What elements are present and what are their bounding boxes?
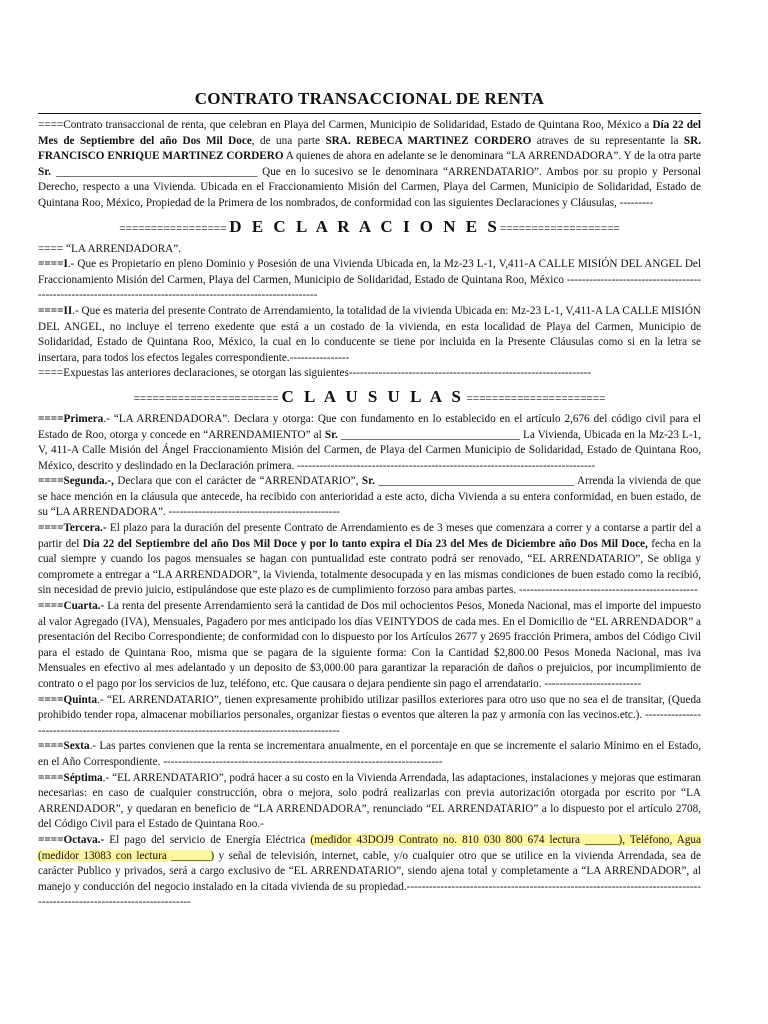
declaraciones-expuestas: ====Expuestas las anteriores declaraciones, se otorgan las siguientes----------------------------------------------------------------- [38, 367, 591, 380]
clausula-tercera-mark: ====Tercera.- [38, 522, 107, 535]
title-rule [38, 113, 701, 114]
clausula-segunda-mark: ====Segunda.-, [38, 475, 114, 488]
intro-text-3: atraves de su representante la [531, 134, 684, 147]
clausulas-heading: C L A U S U L A S [281, 386, 464, 406]
intro-representative: SR. FRANCISCO ENRIQUE MARTINEZ CORDERO [38, 134, 701, 163]
clausula-cuarta [38, 599, 701, 693]
intro-text-2: , de una parte [251, 134, 326, 147]
declaracion-i-text: .- Que es Propietario en pleno Dominio y Posesión de una Vivienda Ubicada en, la Mz-23 L-1, V,411-A CALLE MISIÓN DEL ANGEL Del Fraccionamiento Misión del Carmen, Playa del Carmen, Municipio de Solidaridad, Estado de Quintana Roo, México --------------------------------------------------------------------------------------------------------------- [38, 258, 701, 302]
declaracion-i [38, 257, 701, 304]
declaracion-i-mark: ====I [38, 258, 68, 271]
clausula-octava [38, 833, 701, 911]
clausula-tercera-text-b: fecha en la cual siempre y cuando los pagos mensuales se hagan con puntualidad este contrato podrá ser renovado, “EL ARRENDATARIO”, Se obliga y compromete a entregar a “LA ARRENDADOR”, la Vivienda, totalmente desocupada y en las mismas condiciones de buen estado como la recibió, sin necesidad de previo juicio, estipulándose que este plazo es de cumplimiento forzoso para ambas partes. ------------------------------------------------ [38, 537, 701, 597]
intro-text-4: A quienes de ahora en adelante se le denominara “LA ARRENDADORA”. Y de la otra parte [283, 150, 701, 163]
clausulas-left-rule: ======================= [133, 392, 279, 405]
clausula-cuarta-text: La renta del presente Arrendamiento será la cantidad de Dos mil ochocientos Pesos, Moneda Nacional, mas el importe del impuesto al valor Agregado (IVA), Mensuales, Pagadero por mes anticipado los días VEINTYDOS de cada mes. En el Domicilio de “EL ARRENDADOR” a presentación del Recibo Correspondiente; de conformidad con lo dispuesto por los Artículos 2677 y 2695 fracción Primera, ambos del Código Civil para el estado de Quintana Roo, misma que se pagara de la siguiente forma: Con la Cantidad $2,800.00 Pesos Moneda Nacional, mas iva Mensuales en efectivo al mes adelantado y un deposito de $3,000.00 para garantizar la reparación de daños o prejuicios, por incumplimiento de contrato o el pago por los servicios de luz, teléfono, etc. Que causara o dejara pendiente sin pago el arrendatario. -------------------------- [38, 600, 701, 690]
clausula-quinta-mark: ====Quinta [38, 693, 98, 706]
document-title: CONTRATO TRANSACCIONAL DE RENTA [194, 89, 545, 108]
clausula-sexta-text: .- Las partes convienen que la renta se incrementara anualmente, en el porcentaje en que se incremente el salario Mínimo en el Estado, en el Año Correspondiente. --------------------------------------------------------------------------- [38, 740, 701, 768]
intro-text-1: ====Contrato transaccional de renta, que celebran en Playa del Carmen, Municipio de Solidaridad, Estado de Quintana Roo, México a [38, 119, 653, 131]
intro-text-5: ____________________________________ Que en lo sucesivo se le denominara “ARRENDATARIO”. Ambos por su propio y Personal Derecho, respecto a una Vivienda. Ubicada en el Fraccionamiento Misión del Carmen, Playa del Carmen, Municipio de Solidaridad, Estado de Quintana Roo, México, Propiedad de la Primera de los nombrados, de conformidad con las siguientes Declaraciones y Cláusulas, --------- [38, 165, 701, 209]
clausula-sexta-mark: ====Sexta [38, 740, 90, 753]
declaracion-ii-mark: ====II [38, 304, 73, 317]
clausula-sexta [38, 739, 701, 770]
declaraciones-right-rule: =================== [499, 222, 620, 235]
clausula-segunda [38, 474, 701, 521]
declaraciones-left-rule: ================= [119, 222, 227, 235]
clausula-primera-mark: ====Primera [38, 412, 104, 425]
intro-date: Día 22 del Mes de Septiembre del año Dos Mil Doce [38, 119, 701, 147]
clausulas-heading-line [38, 386, 701, 410]
clausula-octava-mark: ====Octava.- [38, 833, 105, 846]
intro-lessor: SRA. REBECA MARTINEZ CORDERO [325, 134, 532, 147]
clausula-tercera-text-a: El plazo para la duración del presente Contrato de Arrendamiento es de 3 meses que comenzara a correr y a contarse a partir del a partir del [38, 522, 701, 550]
declaraciones-party: ==== “LA ARRENDADORA”. [38, 242, 182, 255]
clausula-octava-text-b: y señal de televisión, internet, cable, y/o cualquier otro que se utilice en la vivienda Arrendada, sea de carácter Publico y privados, será a cargo exclusivo de “EL ARRENDATARIO”, siendo ajena total y completamente a “LA ARRENDADOR”, al manejo y conducción del negocio instalado en la citada vivienda de su propiedad.------------------------------------------------------------------------------------------------------------------------ [38, 849, 701, 909]
clausula-primera-sr: Sr. [324, 428, 338, 441]
clausula-septima-text: .- “EL ARRENDATARIO”, podrá hacer a su costo en la Vivienda Arrendada, las adaptaciones, instalaciones y mejoras que estimaran necesarias: en caso de cualquier construcción, obra o mejora, solo podrá realizarlas con previa autorización otorgada por escrito por “LA ARRENDADOR”, y quedaran en beneficio de “LA ARRENDADORA”, renunciado “EL ARRENDATARIO” a lo dispuesto por el artículo 2708, del Código Civil para el Estado de Quintana Roo.- [38, 771, 701, 831]
clausula-tercera-dates: Día 22 del Septiembre del año Dos Mil Doce y por lo tanto expira el Día 23 del Mes de Diciembre año Dos Mil Doce, [82, 537, 648, 550]
clausula-cuarta-mark: ====Cuarta.- [38, 600, 105, 613]
clausula-octava-text-a: El pago del servicio de Energía Eléctrica [104, 833, 311, 846]
clausula-septima-mark: ====Séptima [38, 771, 103, 784]
declaraciones-heading: D E C L A R A C I O N E S [229, 216, 500, 236]
contract-page [38, 89, 701, 911]
clausula-primera-text-a: .- “LA ARRENDADORA”. Declara y otorga: Que con fundamento en lo establecido en el artículo 2,676 del código civil para el Estado de Roo, otorga y concede en “ARRENDAMIENTO” al [38, 412, 701, 441]
clausula-septima [38, 771, 701, 833]
declaraciones-heading-line [38, 216, 701, 240]
clausula-quinta-text: .- “EL ARRENDATARIO”, tienen expresamente prohibido utilizar pasillos exteriores para otro uso que no sea el de transitar, (Queda prohibido tender ropa, almacenar mobiliarios personales, organizar fiestas o eventos que alteren la paz y armonía con las vecinos.etc.). ------------------------------------------------------------------------------------------------ [38, 693, 701, 737]
clausula-segunda-sr: Sr. [361, 475, 375, 488]
clausula-tercera [38, 521, 701, 599]
declaracion-ii [38, 304, 701, 366]
clausula-quinta [38, 693, 701, 740]
clausula-primera-text-b: ________________________________ La Vivienda, Ubicada en la Mz-23 L-1, V, 411-A Calle Misión del Ángel Fraccionamiento Misión del Carmen, de Playa del Carmen Municipio de Solidaridad, Estado de Quintana Roo, México, descrito y deslindado en la Declaración primera. -------------------------------------------------------------------------------- [38, 428, 701, 472]
intro-paragraph [38, 118, 701, 212]
clausula-octava-highlight: (medidor 43DOJ9 Contrato no. 810 030 800 674 lectura ______), Teléfono, Agua (medidor 13083 con lectura _______) [38, 833, 701, 862]
clausulas-right-rule: ====================== [466, 392, 606, 405]
clausula-segunda-text-b: ___________________________________ Arrenda la vivienda de que se hace mención en la cláusula que antecede, ha recibido con anterioridad a este acto, dicha Vivienda a su entera conformidad, en buen estado, de su “LA ARRENDADORA”. ---------------------------------------------- [38, 475, 701, 519]
clausula-segunda-text-a: Declara que con el carácter de “ARRENDATARIO”, [113, 475, 362, 488]
declaracion-ii-text: .- Que es materia del presente Contrato de Arrendamiento, la totalidad de la vivienda Ubicada en: Mz-23 L-1, V,411-A LA CALLE MISIÓN DEL ANGEL, no incluye el terreno exedente que está a un costado de la vivienda, en esta localidad de Playa del Carmen, Municipio de Solidaridad, Estado de Quintana Roo, México, la cual en lo conducente se tiene por incluida en la Presente Cláusulas como si en la letra se insertara, para todos los efectos legales correspondiente.---------------- [38, 304, 701, 364]
intro-sr: Sr. [38, 165, 51, 178]
clausula-primera [38, 412, 701, 474]
